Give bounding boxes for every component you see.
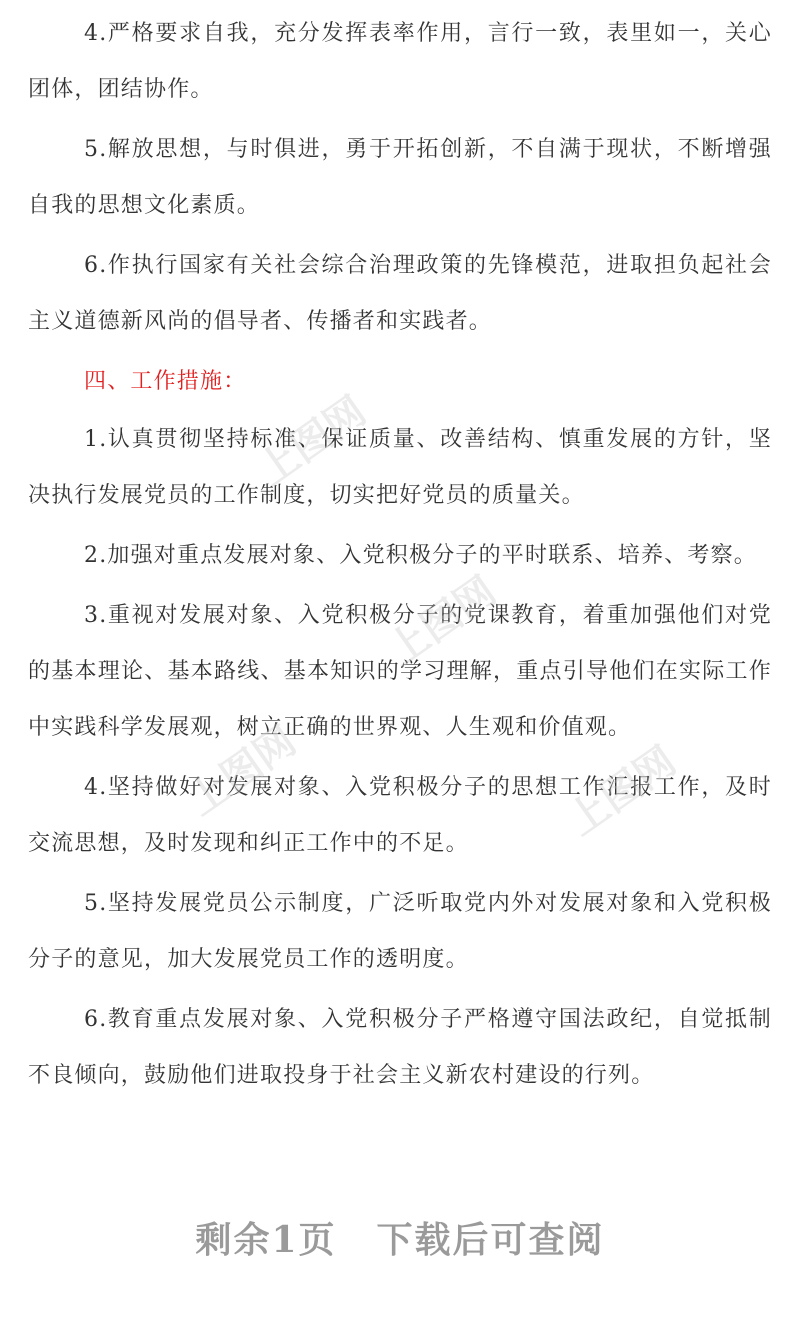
measure-item-1: 1.认真贯彻坚持标准、保证质量、改善结构、慎重发展的方针，坚决执行发展党员的工作制度，切实把好党员的质量关。 [28, 427, 772, 508]
watermark: 上图网 [179, 718, 305, 825]
measure-item-3: 3.重视对发展对象、入党积极分子的党课教育，着重加强他们对党的基本理论、基本路线、基本知识的学习理解，重点引导他们在实际工作中实践科学发展观，树立正确的世界观、人生观和价值观。 [28, 603, 772, 740]
measure-item-4: 4.坚持做好对发展对象、入党积极分子的思想工作汇报工作，及时交流思想，及时发现和纠正工作中的不足。 [28, 775, 772, 856]
measure-item-5: 5.坚持发展党员公示制度，广泛听取党内外对发展对象和入党积极分子的意见，加大发展党员工作的透明度。 [28, 891, 772, 972]
remaining-pages-label: 剩余1页 [195, 1219, 337, 1261]
paragraph-item-6: 6.作执行国家有关社会综合治理政策的先锋模范，进取担负起社会主义道德新风尚的倡导者、传播者和实践者。 [28, 253, 772, 334]
download-notice[interactable] [0, 1212, 800, 1263]
paragraph-item-5: 5.解放思想，与时俱进，勇于开拓创新，不自满于现状，不断增强自我的思想文化素质。 [28, 137, 772, 218]
document-body [28, 6, 772, 1108]
measure-item-2: 2.加强对重点发展对象、入党积极分子的平时联系、培养、考察。 [84, 543, 757, 568]
download-hint-label: 下载后可查阅 [376, 1219, 605, 1261]
watermark: 上图网 [379, 568, 505, 675]
measure-item-6: 6.教育重点发展对象、入党积极分子严格遵守国法政纪，自觉抵制不良倾向，鼓励他们进取投身于社会主义新农村建设的行列。 [28, 1007, 772, 1088]
watermark: 上图网 [559, 738, 685, 845]
watermark: 上图网 [249, 388, 375, 495]
paragraph-item-4: 4.严格要求自我，充分发挥表率作用，言行一致，表里如一，关心团体，团结协作。 [28, 21, 772, 102]
section-heading: 四、工作措施： [84, 369, 247, 394]
